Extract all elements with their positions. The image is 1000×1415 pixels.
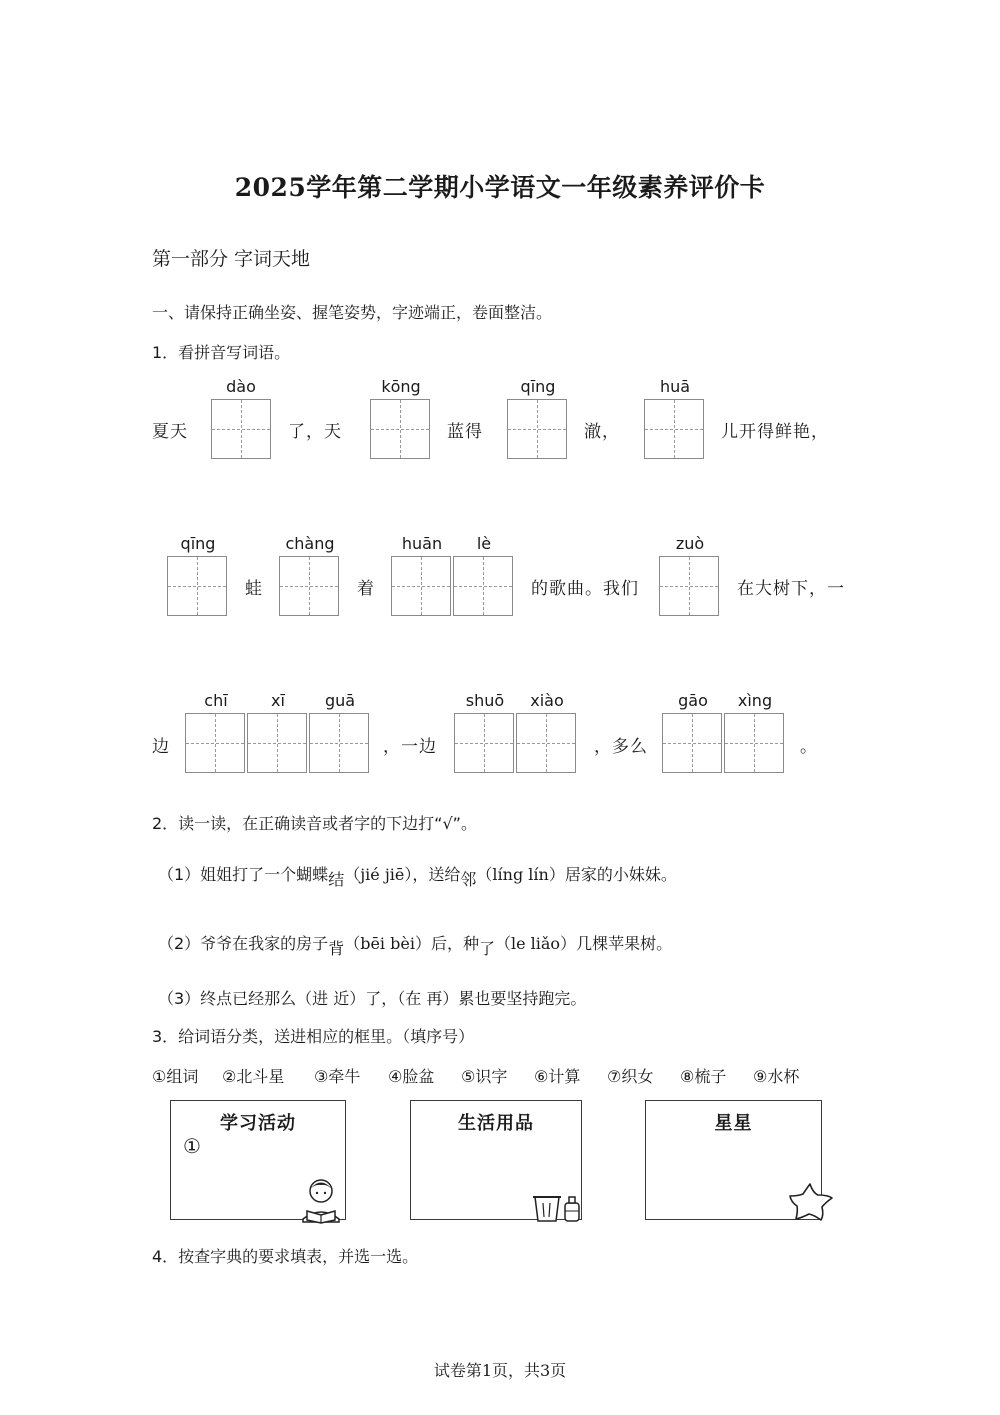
pinyin-options[interactable]: （le liǎo）: [494, 934, 577, 953]
pinyin: chī: [204, 691, 228, 710]
sentence-text: 在大树下，一: [737, 579, 845, 599]
question-2-item-1: （1）姐姐打了一个蝴蝶结（jié jiē），送给邻（líng lín）居家的小妹妹。: [158, 865, 677, 889]
category-title: 生活用品: [458, 1113, 534, 1134]
pinyin: zuò: [675, 534, 705, 553]
writing-grid-box[interactable]: [453, 556, 513, 616]
writing-grid-box[interactable]: [309, 713, 369, 773]
part-heading: 第一部分 字词天地: [152, 248, 311, 270]
word-option: ②北斗星: [222, 1067, 285, 1086]
pinyin-options[interactable]: （jié jiē）: [344, 865, 413, 884]
word-option: ⑥计算: [534, 1067, 581, 1086]
pinyin: huā: [659, 377, 691, 396]
pinyin: huān: [401, 534, 443, 553]
pinyin: xī: [271, 691, 285, 710]
word-option: ⑧梳子: [680, 1067, 727, 1086]
sentence-text: 澈，: [584, 422, 620, 442]
writing-grid-box[interactable]: [659, 556, 719, 616]
pinyin: chàng: [285, 534, 335, 553]
question-3-label: 3．给词语分类，送进相应的框里。（填序号）: [152, 1027, 475, 1046]
category-box-stars[interactable]: [645, 1100, 822, 1220]
target-character: 背: [328, 939, 345, 958]
question-2-item-3[interactable]: （3）终点已经那么（进 近）了，（在 再）累也要坚持跑完。: [158, 989, 587, 1008]
pinyin: guā: [324, 691, 356, 710]
pinyin: dào: [226, 377, 256, 396]
section-instruction: 一、请保持正确坐姿、握笔姿势，字迹端正，卷面整洁。: [152, 303, 553, 322]
target-character: 结: [328, 870, 345, 889]
pinyin-options[interactable]: （bēi bèi）: [344, 934, 431, 953]
sentence-text: ，多么: [594, 737, 648, 757]
sentence-text: 的歌曲。我们: [531, 579, 639, 599]
category-box-daily-items[interactable]: [410, 1100, 582, 1220]
writing-grid-box[interactable]: [391, 556, 451, 616]
sentence-text: 夏天: [152, 422, 188, 442]
writing-grid-box[interactable]: [279, 556, 339, 616]
filled-answer: ①: [183, 1134, 201, 1158]
writing-grid-box[interactable]: [662, 713, 722, 773]
target-character: 邻: [460, 870, 477, 889]
question-2-label: 2．读一读，在正确读音或者字的下边打“√”。: [152, 814, 477, 833]
sentence-text: 了，天: [288, 422, 342, 442]
sentence-text: 蓝得: [447, 422, 483, 442]
star-icon: [788, 1181, 836, 1223]
bucket-bottle-icon: [533, 1191, 583, 1225]
writing-grid-box[interactable]: [247, 713, 307, 773]
category-title: 学习活动: [220, 1113, 296, 1134]
writing-grid-box[interactable]: [507, 399, 567, 459]
sentence-text: ，一边: [383, 737, 437, 757]
question-2-item-2: （2）爷爷在我家的房子背（bēi bèi）后，种了（le liǎo）几棵苹果树。: [158, 934, 673, 958]
pinyin: xiào: [530, 691, 564, 710]
writing-grid-box[interactable]: [211, 399, 271, 459]
pinyin: qīng: [180, 534, 216, 553]
pinyin: qīng: [520, 377, 556, 396]
sentence-text: 边: [152, 737, 170, 757]
pinyin: lè: [476, 534, 492, 553]
writing-grid-box[interactable]: [167, 556, 227, 616]
page-title: 2025学年第二学期小学语文一年级素养评价卡: [234, 173, 766, 202]
pinyin: gāo: [678, 691, 708, 710]
question-4-label: 4．按查字典的要求填表，并选一选。: [152, 1247, 419, 1266]
page-footer: 试卷第1页，共3页: [433, 1361, 567, 1380]
pinyin: shuō: [465, 691, 505, 710]
pinyin: kōng: [381, 377, 421, 396]
word-option: ⑦织女: [607, 1067, 654, 1086]
writing-grid-box[interactable]: [516, 713, 576, 773]
writing-grid-box[interactable]: [370, 399, 430, 459]
target-character: 了: [478, 939, 495, 958]
sentence-text: 儿开得鲜艳，: [721, 422, 829, 442]
pinyin-options[interactable]: （líng lín）: [476, 865, 565, 884]
sentence-text: 蛙: [245, 579, 263, 599]
sentence-text: 着: [357, 579, 375, 599]
writing-grid-box[interactable]: [724, 713, 784, 773]
word-list: [152, 1064, 852, 1086]
writing-grid-box[interactable]: [644, 399, 704, 459]
word-option: ①组词: [152, 1067, 199, 1086]
word-option: ④脸盆: [388, 1067, 435, 1086]
question-1-label: 1．看拼音写词语。: [152, 343, 291, 362]
category-title: 星星: [714, 1113, 753, 1134]
sentence-text: 。: [800, 737, 818, 757]
pinyin: xìng: [737, 691, 773, 710]
word-option: ⑤识字: [461, 1067, 508, 1086]
reading-child-icon: [297, 1175, 353, 1225]
writing-grid-box[interactable]: [185, 713, 245, 773]
word-option: ③牵牛: [314, 1067, 361, 1086]
category-box-study[interactable]: [170, 1100, 346, 1220]
writing-grid-box[interactable]: [454, 713, 514, 773]
word-option: ⑨水杯: [753, 1067, 800, 1086]
